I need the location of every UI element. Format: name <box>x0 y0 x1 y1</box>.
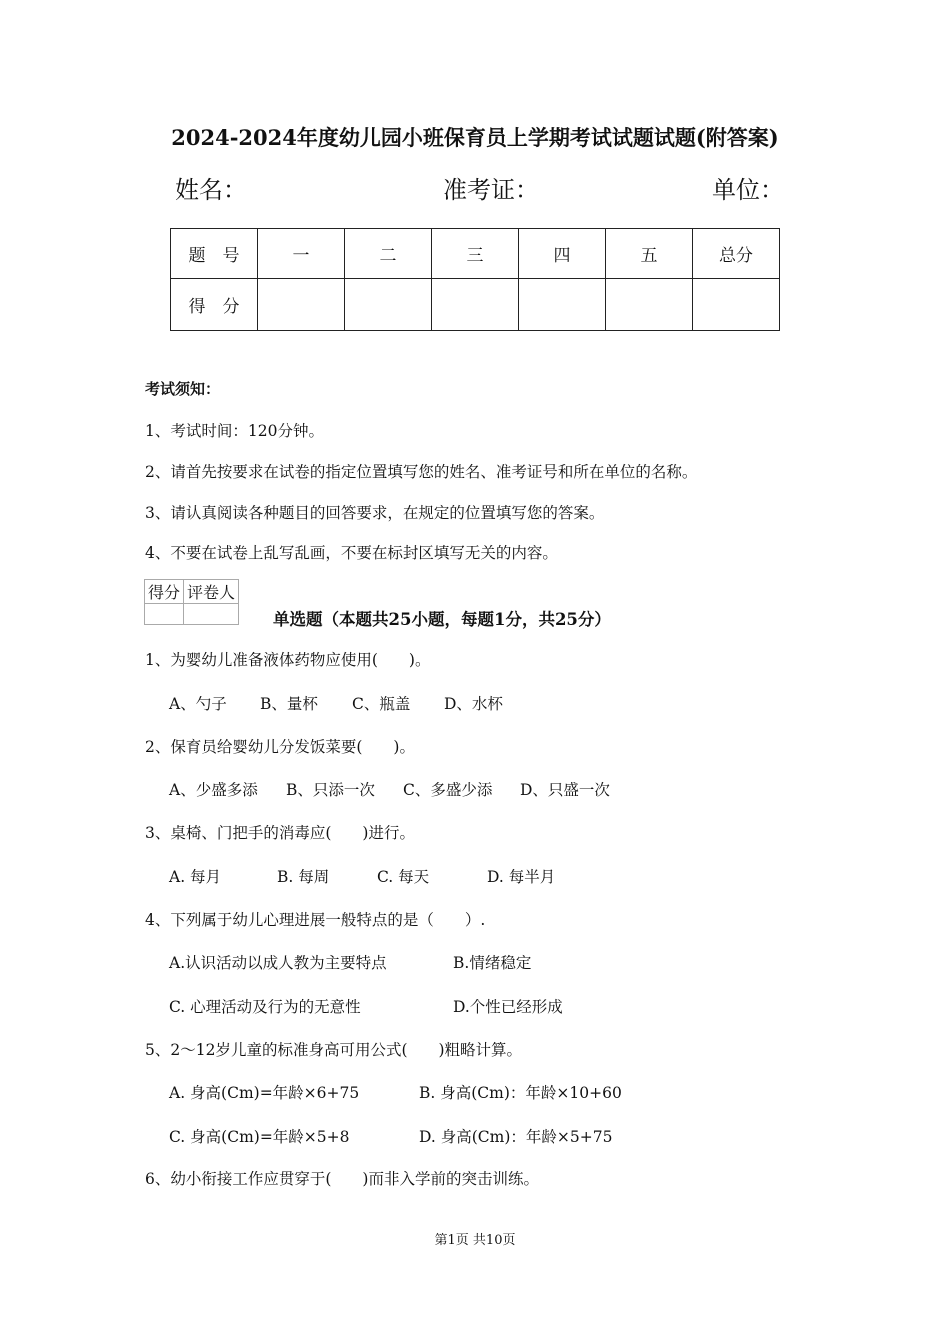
option: D. 每半月 <box>487 868 556 886</box>
note-item: 4、不要在试卷上乱写乱画，不要在标封区填写无关的内容。 <box>145 544 558 562</box>
option: D、水杯 <box>444 695 503 713</box>
question-text: 6、幼小衔接工作应贯穿于( )而非入学前的突击训练。 <box>145 1170 539 1188</box>
score-table <box>170 228 780 331</box>
score-table-header-row <box>171 229 780 279</box>
question-text: 2、保育员给婴幼儿分发饭菜要( )。 <box>145 738 415 756</box>
score-header-cell: 总分 <box>693 229 780 279</box>
score-cell[interactable] <box>693 279 780 331</box>
option: D. 身高(Cm)：年龄×5+75 <box>419 1128 613 1146</box>
option: B.情绪稳定 <box>453 954 532 972</box>
score-cell[interactable] <box>345 279 432 331</box>
question-text: 5、2～12岁儿童的标准身高可用公式( )粗略计算。 <box>145 1041 523 1059</box>
grader-score-label: 得分 <box>145 580 184 604</box>
note-item: 1、考试时间：120分钟。 <box>145 422 324 440</box>
notes-heading: 考试须知： <box>145 380 221 398</box>
note-item: 3、请认真阅读各种题目的回答要求，在规定的位置填写您的答案。 <box>145 504 605 522</box>
unit-label: 单位： <box>712 176 784 204</box>
option: C. 心理活动及行为的无意性 <box>169 998 361 1016</box>
score-header-cell: 五 <box>606 229 693 279</box>
option: A. 身高(Cm)=年龄×6+75 <box>169 1084 360 1102</box>
option: C. 身高(Cm)=年龄×5+8 <box>169 1128 350 1146</box>
score-cell[interactable] <box>258 279 345 331</box>
grader-name-cell[interactable] <box>184 604 239 625</box>
exam-id-label: 准考证： <box>443 176 539 204</box>
name-label: 姓名： <box>175 176 247 204</box>
score-table-score-row <box>171 279 780 331</box>
score-cell[interactable] <box>606 279 693 331</box>
score-header-cell: 三 <box>432 229 519 279</box>
page-footer: 第1页 共10页 <box>434 1233 516 1248</box>
question-text: 3、桌椅、门把手的消毒应( )进行。 <box>145 824 415 842</box>
score-cell[interactable] <box>519 279 606 331</box>
question-text: 1、为婴幼儿准备液体药物应使用( )。 <box>145 651 431 669</box>
option: A. 每月 <box>169 868 222 886</box>
grader-score-cell[interactable] <box>145 604 184 625</box>
option: D、只盛一次 <box>520 781 610 799</box>
option: C、瓶盖 <box>352 695 411 713</box>
option: C. 每天 <box>377 868 430 886</box>
score-cell[interactable] <box>432 279 519 331</box>
score-header-cell: 二 <box>345 229 432 279</box>
option: B. 每周 <box>277 868 330 886</box>
score-header-cell: 题 号 <box>171 229 258 279</box>
grader-box <box>144 579 239 625</box>
note-item: 2、请首先按要求在试卷的指定位置填写您的姓名、准考证号和所在单位的名称。 <box>145 463 698 481</box>
option: A、少盛多添 <box>169 781 258 799</box>
exam-title: 2024-2024年度幼儿园小班保育员上学期考试试题试题(附答案) <box>171 125 779 150</box>
option: B. 身高(Cm)：年龄×10+60 <box>419 1084 622 1102</box>
option: C、多盛少添 <box>403 781 493 799</box>
grader-name-label: 评卷人 <box>184 580 239 604</box>
score-header-cell: 一 <box>258 229 345 279</box>
option: A.认识活动以成人教为主要特点 <box>169 954 387 972</box>
score-row-label: 得 分 <box>171 279 258 331</box>
section-title: 单选题（本题共25小题，每题1分，共25分） <box>273 610 611 629</box>
option: D.个性已经形成 <box>453 998 563 1016</box>
option: B、量杯 <box>260 695 318 713</box>
question-text: 4、下列属于幼儿心理进展一般特点的是（ ）. <box>145 911 486 929</box>
option: A、勺子 <box>169 695 227 713</box>
option: B、只添一次 <box>286 781 375 799</box>
score-header-cell: 四 <box>519 229 606 279</box>
